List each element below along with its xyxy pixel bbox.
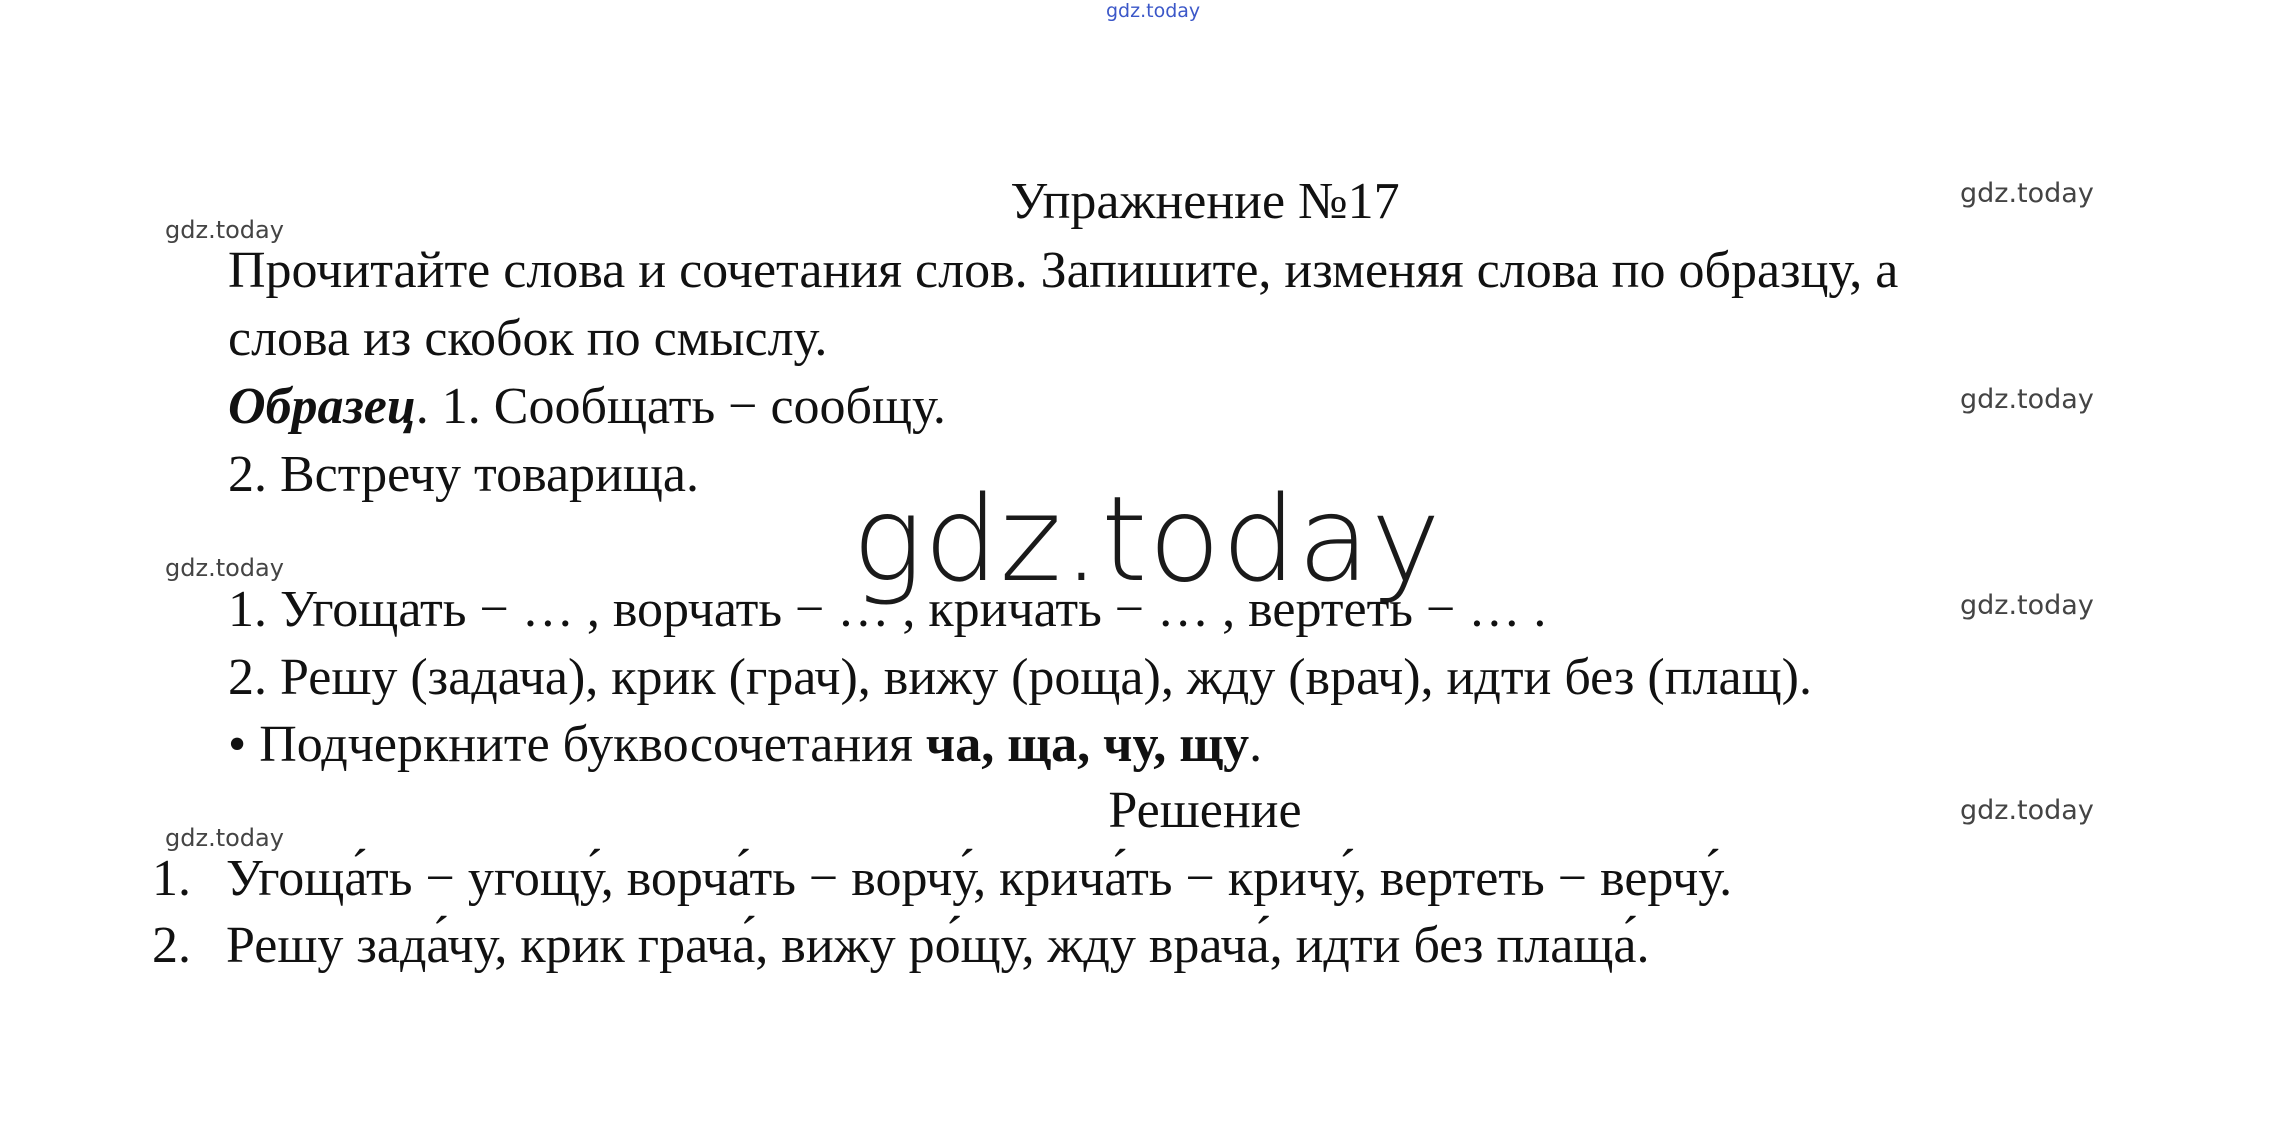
watermark-top: gdz.today	[1106, 0, 1201, 22]
watermark-left-3: gdz.today	[165, 824, 284, 852]
sample-label: Образец	[228, 378, 416, 435]
underline-task	[228, 716, 1263, 773]
sample-line-1	[228, 378, 946, 435]
exercise-title: Упражнение №17	[1010, 173, 1400, 230]
sample-line-2: 2. Встречу товарища.	[228, 446, 699, 503]
underline-task-suffix: .	[1249, 716, 1263, 773]
solution-item-text: Решу зада́чу, крик грача́, вижу ро́щу, жду врача́, идти без плаща́.	[226, 917, 1650, 974]
watermark-left-2: gdz.today	[165, 554, 284, 582]
instruction-line-1: Прочитайте слова и сочетания слов. Запишите, изменяя слова по образцу, а	[228, 242, 1899, 299]
solution-item-1	[152, 850, 1733, 907]
watermark-right-3: gdz.today	[1960, 590, 2094, 621]
task-2: 2. Решу (задача), крик (грач), вижу (роща), жду (врач), идти без (плащ).	[228, 649, 1812, 706]
solution-item-number: 1.	[152, 850, 191, 907]
solution-item-number: 2.	[152, 917, 191, 974]
watermark-right-4: gdz.today	[1960, 795, 2094, 826]
watermark-left-1: gdz.today	[165, 216, 284, 244]
underline-task-prefix: • Подчеркните буквосочетания	[228, 716, 926, 773]
solution-item-text: Угоща́ть − угощу́, ворча́ть − ворчу́, крича́ть − кричу́, вертеть − верчу́.	[226, 850, 1733, 907]
instruction-line-2: слова из скобок по смыслу.	[228, 310, 828, 367]
solution-heading: Решение	[1108, 782, 1302, 839]
watermark-right-2: gdz.today	[1960, 384, 2094, 415]
task-1: 1. Угощать − … , ворчать − … , кричать − … , вертеть − … .	[228, 581, 1547, 638]
watermark-right-1: gdz.today	[1960, 178, 2094, 209]
watermark-center-large: gdz.today	[852, 470, 1442, 608]
sample-line-1-text: . 1. Сообщать − сообщу.	[415, 378, 946, 435]
underline-task-letters: ча, ща, чу, щу	[925, 716, 1250, 773]
solution-item-2	[152, 917, 1650, 974]
